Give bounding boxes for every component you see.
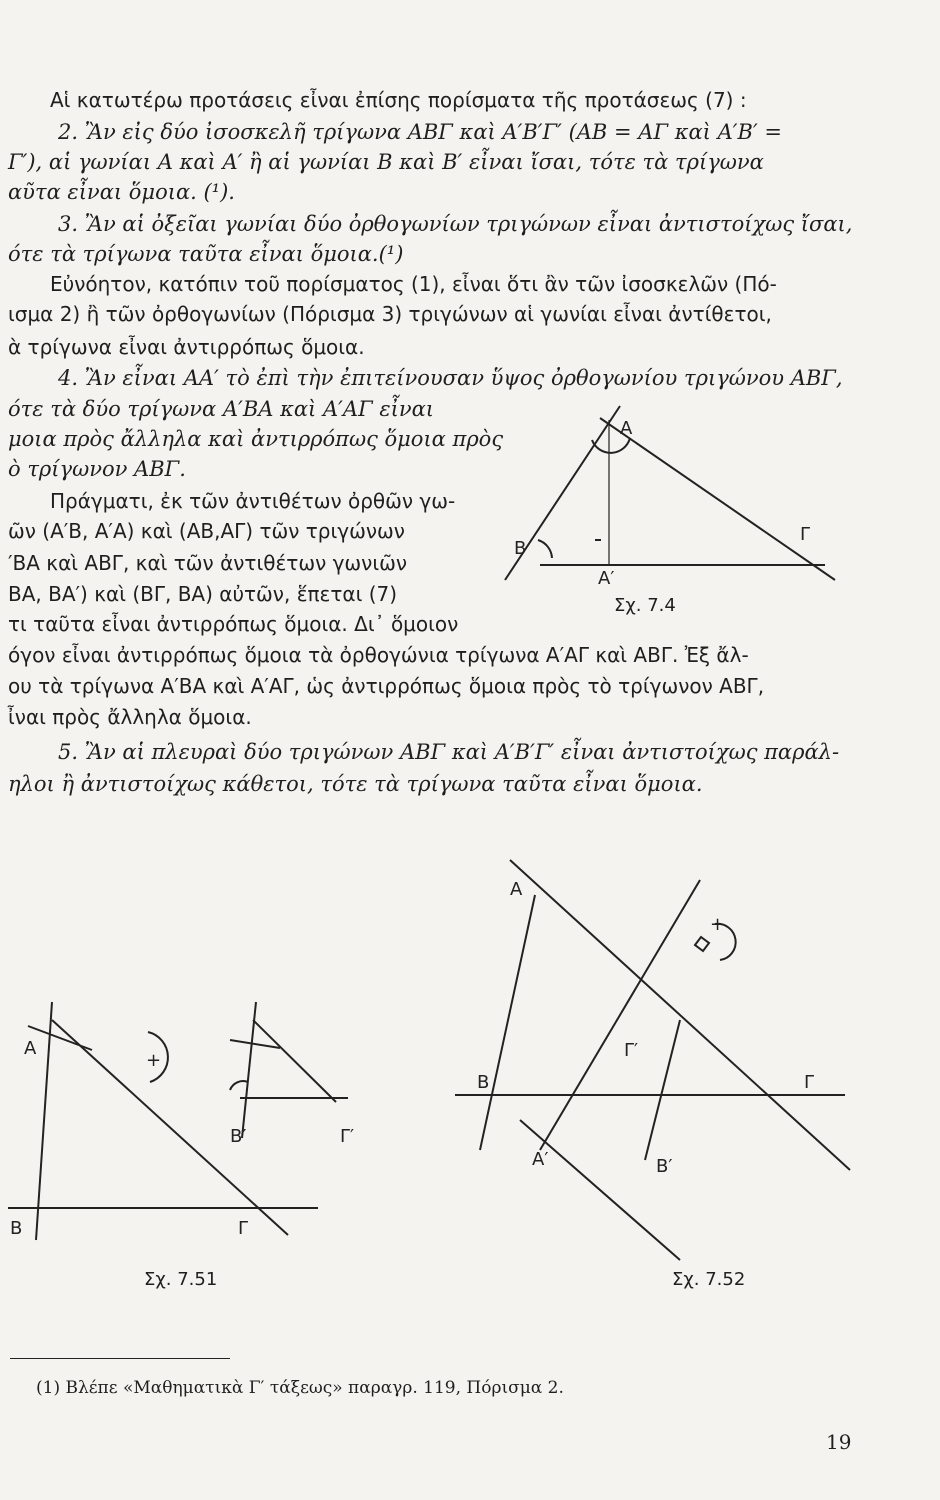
- caption-fig-7-51: Σχ. 7.51: [144, 1269, 218, 1290]
- label-G: Γ: [804, 1072, 815, 1093]
- text-line-22: 5. Ἂν αἱ πλευραὶ δύο τριγώνων ΑΒΓ καὶ Α′Β′Γ′ εἶναι ἀντιστοίχως παράλ-: [58, 740, 840, 764]
- text-line-4: αῦτα εἶναι ὅμοια. (¹).: [8, 180, 235, 204]
- footnote: (1) Βλέπε «Μαθηματικὰ Γ′ τάξεως» παραγρ. 119, Πόρισμα 2.: [36, 1378, 564, 1398]
- text-line-15: ῶν (Α′Β, Α′Α) καὶ (ΑΒ,ΑΓ) τῶν τριγώνων: [8, 519, 405, 543]
- label-A: Α: [620, 418, 633, 439]
- label-A: Α: [24, 1038, 37, 1059]
- page-number: 19: [826, 1430, 852, 1454]
- label-B: Β: [10, 1218, 23, 1239]
- label-B-prime: Β′: [230, 1126, 247, 1147]
- label-G-prime: Γ′: [340, 1126, 355, 1147]
- text-line-8: ισμα 2) ἢ τῶν ὀρθογωνίων (Πόρισμα 3) τριγώνων αἱ γωνίαι εἶναι ἀντίθετοι,: [8, 302, 772, 326]
- text-line-14: Πράγματι, ἐκ τῶν ἀντιθέτων ὀρθῶν γω-: [50, 489, 456, 513]
- label-G-prime: Γ′: [624, 1040, 639, 1061]
- text-line-21: ἶναι πρὸς ἄλληλα ὅμοια.: [8, 705, 252, 729]
- text-line-3: Γ′), αἱ γωνίαι Α καὶ Α′ ἢ αἱ γωνίαι Β καὶ Β′ εἶναι ἴσαι, τότε τὰ τρίγωνα: [8, 150, 764, 174]
- label-B: Β: [477, 1072, 490, 1093]
- caption-fig-7-52: Σχ. 7.52: [672, 1269, 746, 1290]
- label-A-prime: Α′: [598, 568, 615, 589]
- figure-7-51: [0, 990, 360, 1250]
- label-B: Β: [514, 538, 527, 559]
- text-line-7: Εὐνόητον, κατόπιν τοῦ πορίσματος (1), εἶναι ὅτι ἂν τῶν ἰσοσκελῶν (Πό-: [50, 272, 777, 296]
- text-line-20: ου τὰ τρίγωνα Α′ΒΑ καὶ Α′ΑΓ, ὡς ἀντιρρόπως ὅμοια πρὸς τὸ τρίγωνον ΑΒΓ,: [8, 674, 765, 698]
- text-line-17: ΒΑ, ΒΑ′) καὶ (ΒΓ, ΒΑ) αὐτῶν, ἕπεται (7): [8, 582, 398, 606]
- text-line-1: Αἱ κατωτέρω προτάσεις εἶναι ἐπίσης πορίσματα τῆς προτάσεως (7) :: [50, 88, 747, 112]
- label-B-prime: Β′: [656, 1156, 673, 1177]
- text-line-18: τι ταῦτα εἶναι ἀντιρρόπως ὅμοια. Δι᾽ ὅμοιον: [8, 612, 459, 636]
- text-line-16: ′ΒΑ καὶ ΑΒΓ, καὶ τῶν ἀντιθέτων γωνιῶν: [8, 551, 408, 575]
- figure-7-52: [440, 850, 860, 1270]
- text-line-23: ηλοι ἢ ἀντιστοίχως κάθετοι, τότε τὰ τρίγωνα ταῦτα εἶναι ὅμοια.: [8, 772, 703, 796]
- text-line-6: ότε τὰ τρίγωνα ταῦτα εἶναι ὅμοια.(¹): [8, 242, 404, 266]
- label-G: Γ: [800, 524, 811, 545]
- label-A-prime: Α′: [532, 1149, 549, 1170]
- text-line-19: όγον εἶναι ἀντιρρόπως ὅμοια τὰ ὀρθογώνια τρίγωνα Α′ΑΓ καὶ ΑΒΓ. Ἐξ ἄλ-: [8, 643, 749, 667]
- footnote-rule: [10, 1358, 230, 1359]
- text-line-10: 4. Ἂν εἶναι ΑΑ′ τὸ ἐπὶ τὴν ἐπιτείνουσαν ὕψος ὀρθογωνίου τριγώνου ΑΒΓ,: [58, 366, 843, 390]
- text-line-13: ὸ τρίγωνον ΑΒΓ.: [8, 457, 186, 481]
- text-line-5: 3. Ἂν αἱ ὀξεῖαι γωνίαι δύο ὀρθογωνίων τριγώνων εἶναι ἀντιστοίχως ἴσαι,: [58, 212, 853, 236]
- label-plus: +: [146, 1050, 162, 1071]
- label-G: Γ: [238, 1218, 249, 1239]
- text-line-2: 2. Ἂν εἰς δύο ἰσοσκελῆ τρίγωνα ΑΒΓ καὶ Α′Β′Γ′ (ΑΒ = ΑΓ καὶ Α′Β′ =: [58, 120, 782, 144]
- caption-fig-7-4: Σχ. 7.4: [614, 595, 676, 616]
- text-line-9: ὰ τρίγωνα εἶναι ἀντιρρόπως ὅμοια.: [8, 335, 365, 359]
- text-line-11: ότε τὰ δύο τρίγωνα Α′ΒΑ καὶ Α′ΑΓ εἶναι: [8, 397, 434, 421]
- figure-7-4: [480, 400, 860, 620]
- label-A: Α: [510, 879, 523, 900]
- text-line-12: μοια πρὸς ἄλληλα καὶ ἀντιρρόπως ὅμοια πρὸς: [8, 427, 504, 451]
- label-plus: +: [710, 914, 726, 935]
